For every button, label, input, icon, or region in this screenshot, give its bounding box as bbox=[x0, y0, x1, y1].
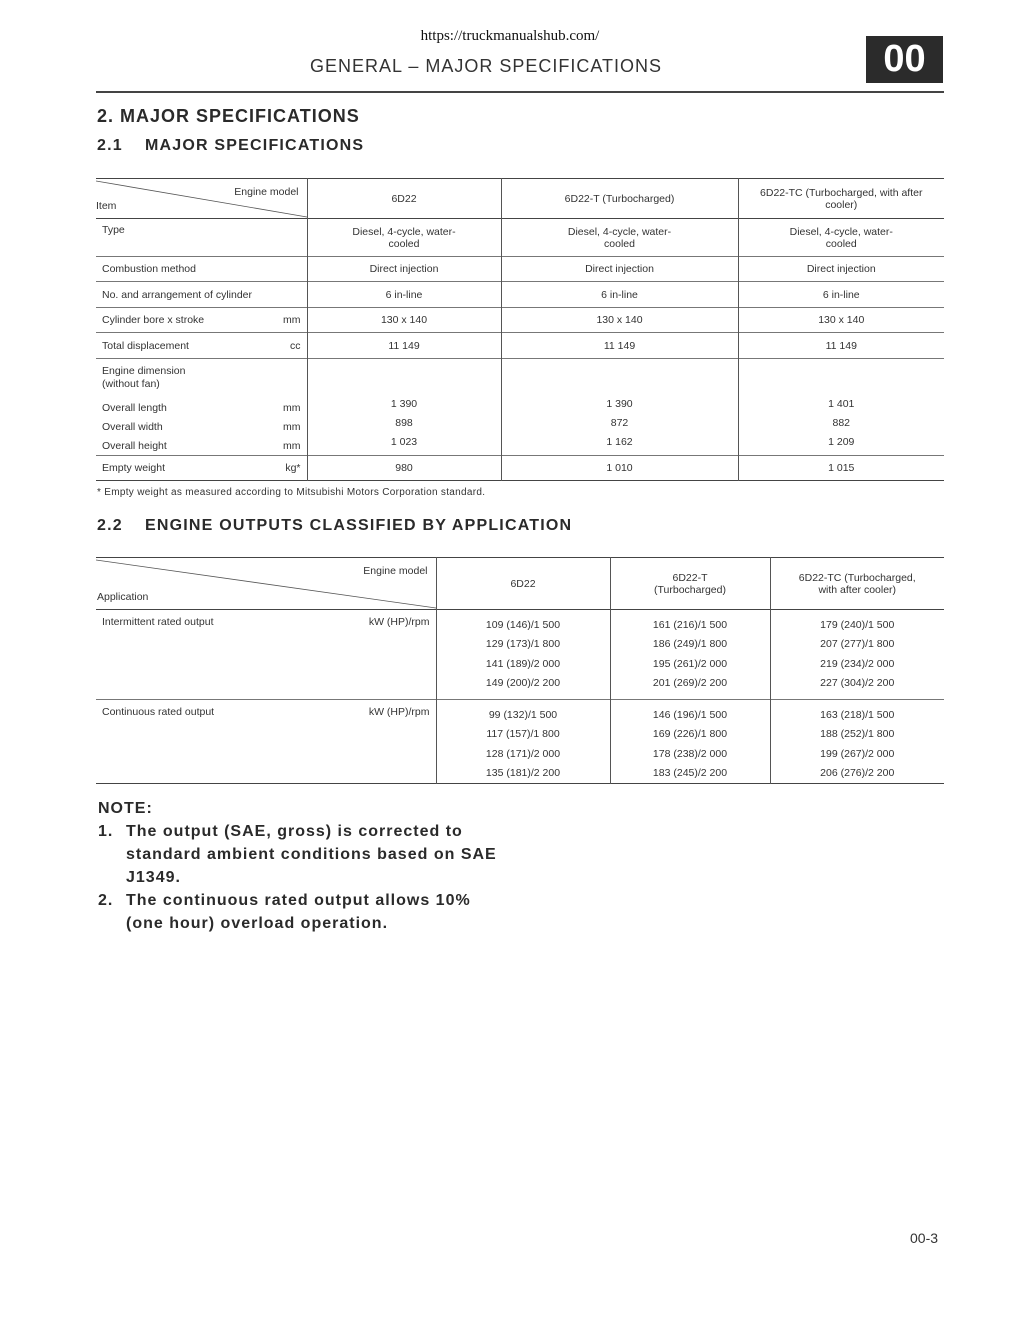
dimension-labels-cell bbox=[96, 359, 307, 456]
cell-value: 1 010 bbox=[501, 456, 738, 481]
note-title: NOTE: bbox=[98, 800, 153, 817]
cell-value: 227 (304)/2 200 bbox=[820, 676, 895, 689]
corner-header-cell bbox=[96, 179, 307, 219]
cell-value: 195 (261)/2 000 bbox=[652, 657, 728, 670]
row-label-cell bbox=[96, 610, 436, 700]
column-header-6d22: 6D22 bbox=[307, 179, 501, 219]
values-6d22 bbox=[436, 610, 610, 700]
cell-value: 1 209 bbox=[828, 436, 855, 448]
row-unit: kW (HP)/rpm bbox=[368, 616, 430, 628]
corner-label-item: Item bbox=[96, 200, 117, 212]
cell-value: 109 (146)/1 500 bbox=[485, 619, 561, 631]
row-unit: kg* bbox=[285, 462, 301, 474]
heading-text: MAJOR SPECIFICATIONS bbox=[145, 137, 365, 154]
dimension-group-label: Engine dimension (without fan) bbox=[102, 365, 186, 390]
page-number: 00-3 bbox=[910, 1230, 939, 1246]
major-specifications-table bbox=[96, 178, 944, 481]
cell-value: 11 149 bbox=[307, 333, 501, 359]
section-heading-2-1 bbox=[97, 137, 364, 155]
row-label: Continuous rated output bbox=[102, 706, 215, 718]
table-row-dimensions bbox=[96, 359, 944, 456]
cell-value: 11 149 bbox=[825, 339, 857, 352]
table-header-row bbox=[96, 558, 944, 610]
cell-value: 179 (240)/1 500 bbox=[820, 619, 895, 631]
cell-value: Direct injection bbox=[806, 263, 876, 275]
cell-value: 128 (171)/2 000 bbox=[485, 747, 561, 760]
row-label: No. and arrangement of cylinder bbox=[96, 282, 307, 308]
cell-value: 219 (234)/2 000 bbox=[820, 657, 895, 670]
column-header-6d22-tc: 6D22-TC (Turbocharged, with after cooler) bbox=[798, 571, 916, 596]
cell-value: 149 (200)/2 200 bbox=[485, 676, 561, 689]
row-label-cell bbox=[96, 700, 436, 784]
cell-value: 882 bbox=[832, 417, 851, 429]
cell-value: 6 in-line bbox=[501, 282, 738, 308]
cell-value: 1 390 bbox=[390, 398, 418, 410]
source-url: https://truckmanualshub.com/ bbox=[420, 28, 600, 44]
cell-value: 169 (226)/1 800 bbox=[652, 728, 728, 741]
column-header-6d22-tc: 6D22-TC (Turbocharged, with after cooler) bbox=[760, 186, 923, 211]
corner-label-application: Application bbox=[97, 591, 149, 603]
row-label: Cylinder bore x stroke bbox=[102, 314, 205, 326]
cell-value: 183 (245)/2 200 bbox=[652, 766, 728, 779]
column-header-6d22-t: 6D22-T (Turbocharged) bbox=[501, 179, 738, 219]
values-6d22-tc bbox=[770, 610, 944, 700]
row-unit: kW (HP)/rpm bbox=[368, 706, 430, 718]
header-rule bbox=[96, 91, 944, 93]
table-row-bore-stroke bbox=[96, 308, 944, 333]
note-item bbox=[98, 820, 506, 889]
cell-value: 6 in-line bbox=[307, 282, 501, 308]
cell-value: 1 015 bbox=[828, 462, 855, 474]
row-label: Overall width bbox=[102, 420, 163, 433]
cell-value: 6 in-line bbox=[822, 288, 860, 301]
note-number: 1. bbox=[98, 823, 114, 840]
table-row-combustion bbox=[96, 257, 944, 282]
row-unit: mm bbox=[283, 401, 301, 414]
cell-value: 161 (216)/1 500 bbox=[652, 619, 728, 631]
column-header-6d22-t: 6D22-T (Turbocharged) bbox=[610, 558, 770, 610]
cell-value: 1 390 bbox=[606, 398, 633, 410]
cell-value: 130 x 140 bbox=[501, 308, 738, 333]
cell-value: 188 (252)/1 800 bbox=[820, 728, 895, 741]
cell-value: 146 (196)/1 500 bbox=[652, 709, 728, 721]
cell-value: 1 162 bbox=[606, 436, 633, 448]
table-row-continuous bbox=[96, 700, 944, 784]
row-unit: mm bbox=[283, 439, 301, 452]
row-label-cell bbox=[96, 456, 307, 481]
note-item bbox=[98, 889, 506, 935]
row-label: Overall height bbox=[102, 439, 167, 452]
cell-value: 872 bbox=[610, 417, 629, 429]
row-label: Intermittent rated output bbox=[102, 616, 214, 628]
values-6d22-t bbox=[610, 700, 770, 784]
cell-value: 99 (132)/1 500 bbox=[488, 709, 558, 721]
running-head: GENERAL – MAJOR SPECIFICATIONS bbox=[310, 56, 663, 76]
heading-number: 2.1 bbox=[97, 137, 123, 154]
row-label: Empty weight bbox=[102, 462, 166, 474]
table-row-displacement bbox=[96, 333, 944, 359]
cell-value: 163 (218)/1 500 bbox=[820, 709, 895, 721]
cell-value: Diesel, 4-cycle, water-cooled bbox=[501, 219, 738, 257]
dimension-values-6d22-tc bbox=[738, 359, 944, 456]
section-number-badge: 00 bbox=[866, 36, 943, 83]
cell-value: 898 bbox=[395, 417, 413, 429]
cell-value: Diesel, 4-cycle, water-cooled bbox=[789, 225, 893, 250]
heading-text: ENGINE OUTPUTS CLASSIFIED BY APPLICATION bbox=[145, 517, 573, 534]
section-heading-2-2 bbox=[97, 517, 572, 535]
heading-number: 2.2 bbox=[97, 517, 123, 534]
row-label: Type bbox=[96, 219, 307, 257]
cell-value: 178 (238)/2 000 bbox=[652, 747, 728, 760]
cell-value: 130 x 140 bbox=[818, 314, 865, 326]
table-row-empty-weight bbox=[96, 456, 944, 481]
row-label: Overall length bbox=[102, 401, 167, 414]
corner-label-engine-model: Engine model bbox=[234, 186, 299, 198]
note-text: The output (SAE, gross) is corrected to standard ambient conditions based on SAE J1349. bbox=[126, 823, 497, 886]
cell-value: Direct injection bbox=[307, 257, 501, 282]
table-row-intermittent bbox=[96, 610, 944, 700]
page-title: 2. MAJOR SPECIFICATIONS bbox=[97, 106, 360, 126]
column-header-6d22: 6D22 bbox=[436, 558, 610, 610]
corner-label-engine-model: Engine model bbox=[363, 565, 428, 577]
row-label-cell bbox=[96, 308, 307, 333]
table-row-type bbox=[96, 219, 944, 257]
cell-value: 207 (277)/1 800 bbox=[820, 638, 895, 651]
dimension-values-6d22 bbox=[307, 359, 501, 456]
cell-value: 117 (157)/1 800 bbox=[486, 728, 560, 741]
cell-value: 130 x 140 bbox=[307, 308, 501, 333]
note-number: 2. bbox=[98, 892, 114, 909]
cell-value: 186 (249)/1 800 bbox=[652, 638, 728, 651]
cell-value: Diesel, 4-cycle, water-cooled bbox=[307, 219, 501, 257]
values-6d22-t bbox=[610, 610, 770, 700]
cell-value: 141 (189)/2 000 bbox=[485, 657, 561, 670]
cell-value: 129 (173)/1 800 bbox=[485, 638, 561, 651]
values-6d22 bbox=[436, 700, 610, 784]
row-label: Total displacement bbox=[102, 339, 189, 352]
row-label-cell bbox=[96, 333, 307, 359]
values-6d22-tc bbox=[770, 700, 944, 784]
cell-value: Direct injection bbox=[501, 257, 738, 282]
row-unit: cc bbox=[290, 339, 301, 352]
cell-value: 11 149 bbox=[501, 333, 738, 359]
row-unit: mm bbox=[283, 420, 301, 433]
table-footnote: * Empty weight as measured according to Mitsubishi Motors Corporation standard. bbox=[97, 487, 486, 498]
table-header-row bbox=[96, 179, 944, 219]
corner-header-cell bbox=[96, 558, 436, 610]
cell-value: 199 (267)/2 000 bbox=[820, 747, 895, 760]
cell-value: 1 023 bbox=[390, 436, 418, 448]
engine-outputs-table bbox=[96, 557, 944, 784]
cell-value: 135 (181)/2 200 bbox=[485, 766, 561, 779]
corner-diagonal bbox=[96, 179, 307, 219]
cell-value: 980 bbox=[307, 456, 501, 481]
cell-value: 206 (276)/2 200 bbox=[820, 766, 895, 779]
row-unit: mm bbox=[283, 314, 301, 326]
row-label: Combustion method bbox=[96, 257, 307, 282]
cell-value: 201 (269)/2 200 bbox=[652, 676, 728, 689]
cell-value: 1 401 bbox=[828, 398, 855, 410]
table-row-cylinders bbox=[96, 282, 944, 308]
dimension-values-6d22-t bbox=[501, 359, 738, 456]
note-text: The continuous rated output allows 10% (one hour) overload operation. bbox=[126, 892, 471, 932]
